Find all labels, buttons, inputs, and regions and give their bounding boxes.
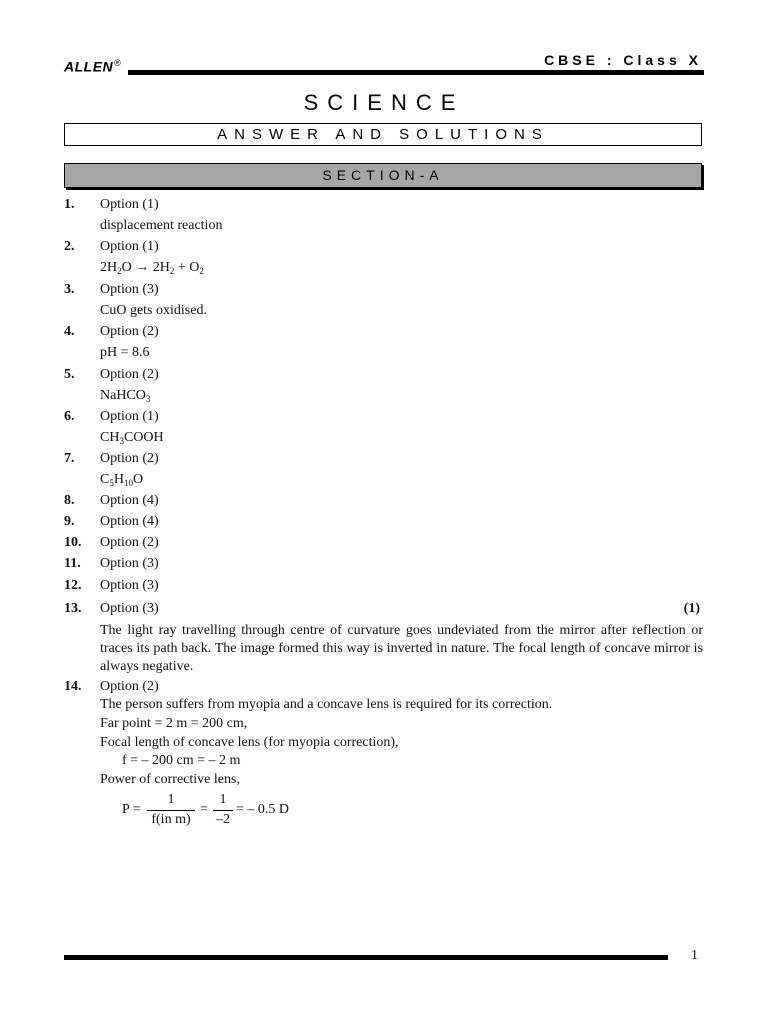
question-number: 2.	[64, 239, 75, 254]
answer-option: Option (3)	[100, 578, 159, 593]
answer-option: Option (4)	[100, 493, 159, 508]
answer-note: pH = 8.6	[100, 345, 150, 360]
section-heading-box: SECTION-A	[64, 163, 702, 188]
question-number: 8.	[64, 493, 75, 508]
answer-option: Option (2)	[100, 535, 159, 550]
question-number: 12.	[64, 578, 82, 593]
answer-note: CuO gets oxidised.	[100, 303, 207, 318]
allen-logo: ALLEN®	[64, 58, 122, 75]
answer-option: Option (4)	[100, 514, 159, 529]
answer-option: Option (2)	[100, 451, 159, 466]
formula-result: = – 0.5 D	[236, 802, 290, 817]
answer-explanation: The person suffers from myopia and a concave lens is required for its correction.	[100, 697, 553, 712]
question-number: 13.	[64, 601, 82, 616]
answer-explanation: The light ray travelling through centre of curvature goes undeviated from the mirror after reflection or traces its path back. The image formed this way is inverted in nature. The focal length of concave mirror is always negative.	[100, 623, 703, 674]
question-number: 11.	[64, 556, 81, 571]
answer-option: Option (2)	[100, 324, 159, 339]
answer-explanation: Far point = 2 m = 200 cm,	[100, 716, 248, 731]
fraction-1: 1 f(in m)	[147, 791, 195, 829]
marks-label: (1)	[683, 601, 700, 616]
answer-option: Option (3)	[100, 601, 159, 616]
question-number: 6.	[64, 409, 75, 424]
footer-rule	[64, 955, 668, 960]
registered-mark: ®	[114, 58, 122, 68]
page-number: 1	[691, 948, 698, 963]
answer-option: Option (2)	[100, 679, 159, 694]
question-number: 3.	[64, 282, 75, 297]
answer-option: Option (1)	[100, 409, 159, 424]
question-number: 5.	[64, 367, 75, 382]
question-number: 10.	[64, 535, 82, 550]
class-label: CBSE : Class X	[544, 52, 702, 68]
formula-equals: =	[200, 802, 208, 817]
chemical-formula: $C_5H_{10}O$	[100, 472, 144, 488]
answers-heading-box: ANSWER AND SOLUTIONS	[64, 123, 702, 146]
chemical-formula: $CH_3COOH$	[100, 430, 164, 446]
question-number: 4.	[64, 324, 75, 339]
question-number: 14.	[64, 679, 82, 694]
fraction-2: 1 –2	[213, 791, 233, 829]
answer-option: Option (2)	[100, 367, 159, 382]
page-title: SCIENCE	[303, 90, 465, 115]
answer-explanation: Power of corrective lens,	[100, 772, 240, 787]
chemical-formula: NaHCO$_3$	[100, 388, 151, 404]
answer-option: Option (3)	[100, 282, 159, 297]
header-rule	[128, 70, 704, 75]
answer-option: Option (3)	[100, 556, 159, 571]
question-number: 1.	[64, 197, 75, 212]
chemical-equation: $2H_2O \to 2H_2 + O_2$	[100, 260, 204, 276]
question-number: 9.	[64, 514, 75, 529]
question-number: 7.	[64, 451, 75, 466]
answer-note: displacement reaction	[100, 218, 223, 233]
answer-explanation: f = – 200 cm = – 2 m	[122, 753, 241, 768]
formula-lhs: P =	[122, 802, 141, 817]
answer-option: Option (1)	[100, 239, 159, 254]
answer-explanation: Focal length of concave lens (for myopia correction),	[100, 735, 399, 750]
answer-option: Option (1)	[100, 197, 159, 212]
